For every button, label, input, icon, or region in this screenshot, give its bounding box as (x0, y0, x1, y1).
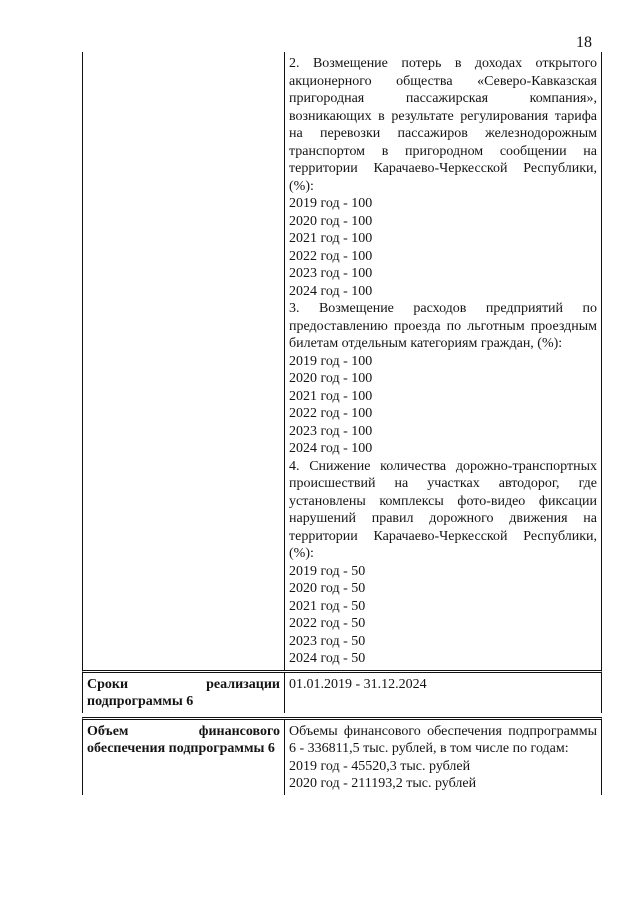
indicator-2-text: 2. Возмещение потерь в доходах открытого акционерного общества «Северо-Кавказская пригородная пассажирская компания», возникающих в результате регулирования тарифа на перевозки пассажиров железнодорожным транспортом в пригородном сообщении на территории Карачаево-Черкесской Республики, (%): (289, 56, 597, 194)
finance-value-cell (285, 720, 601, 795)
finance-year: 2019 год - 45520,3 тыс. рублей (289, 758, 471, 774)
terms-row (82, 670, 602, 713)
indicator-2-year: 2024 год - 100 (289, 283, 373, 299)
indicator-3-year: 2021 год - 100 (289, 388, 373, 404)
indicator-2-year: 2023 год - 100 (289, 266, 373, 281)
page-number: 18 (576, 34, 592, 51)
indicator-3-year: 2020 год - 100 (289, 371, 373, 386)
indicator-2-year: 2022 год - 100 (289, 248, 373, 264)
indicator-2-year: 2021 год - 100 (289, 231, 373, 246)
finance-year: 2020 год - 211193,2 тыс. рублей (289, 776, 477, 791)
indicator-4-year: 2022 год - 50 (289, 616, 366, 631)
terms-label: Сроки реализации подпрограммы 6 (83, 673, 285, 713)
indicator-4-year: 2019 год - 50 (289, 563, 366, 579)
indicator-3-text: 3. Возмещение расходов предприятий по предоставлению проезда по льготным проездным билетам отдельным категориям граждан, (%): (289, 301, 597, 351)
indicator-3-year: 2019 год - 100 (289, 353, 373, 369)
indicator-2-year: 2020 год - 100 (289, 213, 373, 229)
indicator-4-year: 2021 год - 50 (289, 598, 366, 614)
indicator-4-year: 2020 год - 50 (289, 581, 366, 596)
indicator-4-year: 2023 год - 50 (289, 633, 366, 649)
passport-table (82, 52, 602, 795)
indicator-4-text: 4. Снижение количества дорожно-транспортных происшествий на участках автодорог, где установлены комплексы фото-видео фиксации нарушений правил дорожного движения на территории Карачаево-Черкесской Республики, (%): (289, 458, 597, 561)
indicator-3-year: 2023 год - 100 (289, 423, 373, 439)
indicators-label-cell (83, 52, 285, 670)
indicator-4-year: 2024 год - 50 (289, 651, 366, 666)
indicators-value-cell (285, 52, 601, 670)
finance-row (82, 717, 602, 795)
indicator-2-year: 2019 год - 100 (289, 196, 373, 211)
finance-label: Объем финансового обеспечения подпрограммы 6 (83, 720, 285, 795)
terms-value: 01.01.2019 - 31.12.2024 (289, 676, 427, 692)
indicator-3-year: 2024 год - 100 (289, 441, 373, 456)
indicators-row (82, 52, 602, 670)
indicator-3-year: 2022 год - 100 (289, 406, 373, 421)
finance-intro: Объемы финансового обеспечения подпрограммы 6 - 336811,5 тыс. рублей, в том числе по годам: (289, 723, 597, 756)
